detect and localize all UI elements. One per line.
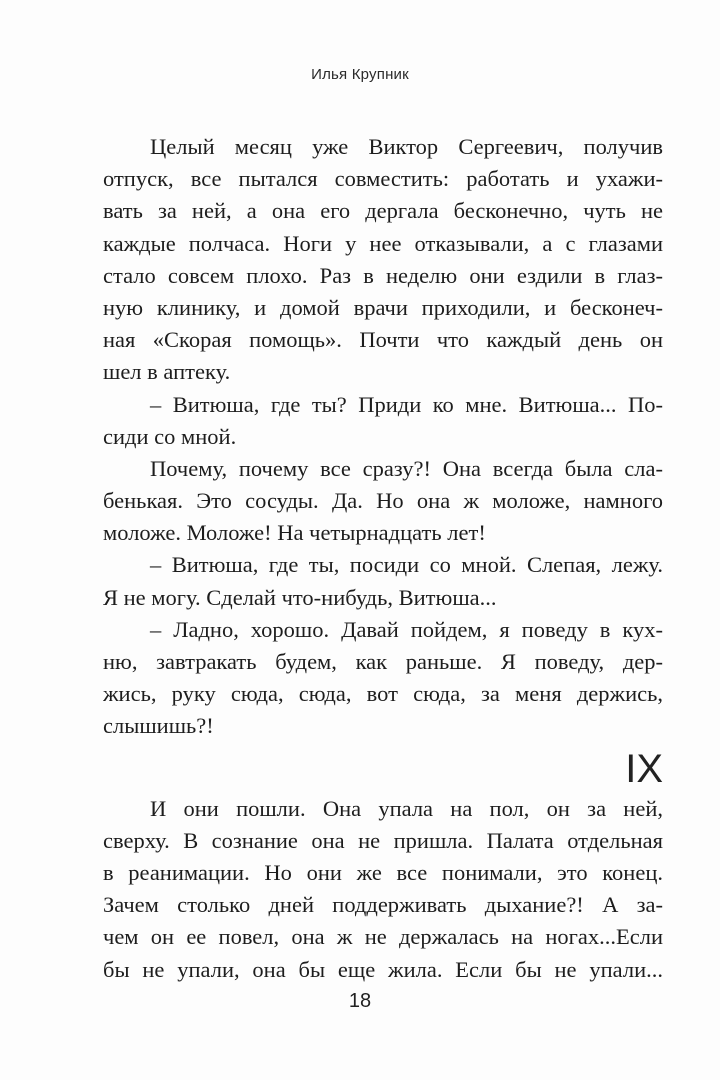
text-line: слышишь?! — [103, 713, 214, 739]
text-line: жись, руку сюда, сюда, вот сюда, за меня держись, — [103, 681, 663, 707]
text-line: сиди со мной. — [103, 423, 237, 449]
text-line: – Ладно, хорошо. Давай пойдем, я поведу в кух- — [150, 616, 663, 642]
text-line: ную клинику, и домой врачи приходили, и бесконеч- — [103, 294, 663, 320]
paragraph — [103, 793, 663, 986]
text-line: Почему, почему все сразу?! Она всегда была сла- — [150, 455, 663, 481]
paragraph — [103, 614, 663, 743]
text-line: каждые полчаса. Ноги у нее отказывали, а с глазами — [103, 230, 663, 256]
text-line: в реанимации. Но они же все понимали, это конец. — [103, 859, 663, 885]
chapter-heading: IX — [625, 746, 663, 791]
text-line: отпуск, все пытался совместить: работать и ухажи- — [103, 166, 663, 192]
text-line: сверху. В сознание она не пришла. Палата отдельная — [103, 827, 663, 853]
text-line: чем он ее повел, она ж не держалась на ногах...Если — [103, 924, 663, 950]
paragraph — [103, 453, 663, 550]
text-line: Зачем столько дней поддерживать дыхание?! А за- — [103, 892, 663, 918]
text-line: Я не могу. Сделай что-нибудь, Витюша... — [103, 584, 497, 610]
text-line: – Витюша, где ты? Приди ко мне. Витюша... По- — [150, 391, 663, 417]
text-line: – Витюша, где ты, посиди со мной. Слепая, лежу. — [150, 552, 663, 578]
text-line: ню, завтракать будем, как раньше. Я поведу, дер- — [103, 649, 663, 674]
text-line: шел в аптеку. — [103, 359, 231, 385]
text-line: бенькая. Это сосуды. Да. Но она ж моложе, намного — [103, 488, 663, 514]
text-line: И они пошли. Она упала на пол, он за ней, — [150, 795, 663, 821]
text-line: Целый месяц уже Виктор Сергеевич, получив — [150, 134, 663, 159]
paragraph — [103, 549, 663, 613]
paragraph — [103, 131, 663, 389]
text-line: моложе. Моложе! На четырнадцать лет! — [103, 520, 486, 546]
text-line: стало совсем плохо. Раз в неделю они ездили в глаз- — [103, 262, 663, 288]
page-number: 18 — [348, 990, 372, 1012]
text-line: вать за ней, а она его дергала бесконечно, чуть не — [103, 198, 663, 224]
text-line: ная «Скорая помощь». Почти что каждый день он — [103, 327, 663, 353]
text-line: бы не упали, она бы еще жила. Если бы не упали... — [103, 956, 663, 982]
running-header-author: Илья Крупник — [311, 66, 409, 83]
page-body-text — [103, 131, 663, 986]
paragraph — [103, 389, 663, 453]
